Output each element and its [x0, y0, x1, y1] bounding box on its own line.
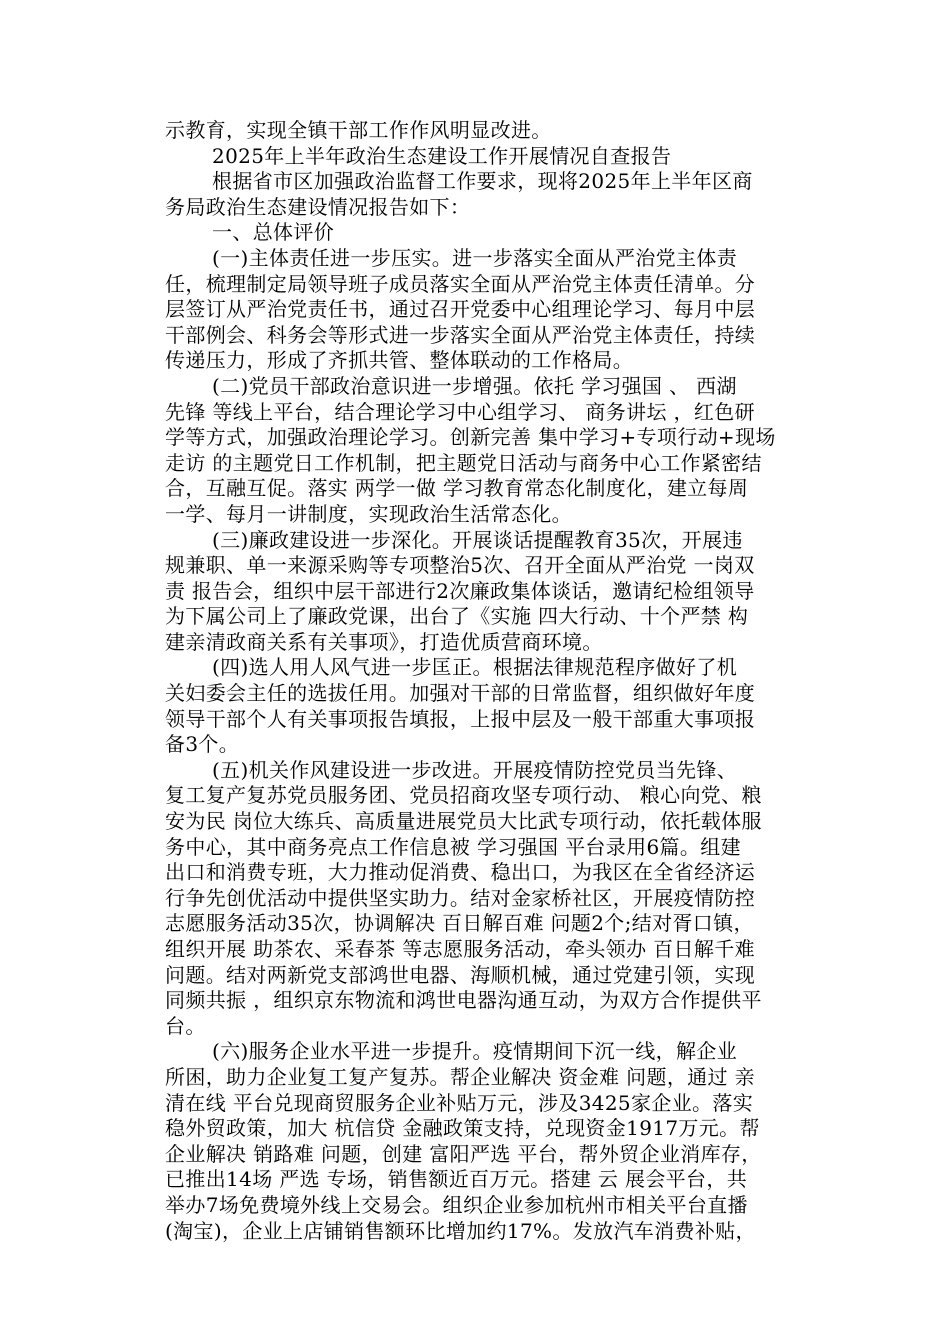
text-line: 规兼职、单一来源采购等专项整治5次、召开全面从严治党 一岗双 [165, 553, 755, 578]
text-line: 所困，助力企业复工复产复苏。帮企业解决 资金难 问题，通过 亲 [165, 1064, 755, 1089]
text-line: 干部例会、科务会等形式进一步落实全面从严治党主体责任，持续 [165, 322, 756, 347]
text-line: 为下属公司上了廉政党课，出台了《实施 四大行动、十个严禁 构 [165, 604, 749, 629]
text-line: 台。 [165, 1013, 206, 1038]
text-line: 务中心，其中商务亮点工作信息被 学习强国 平台录用6篇。组建 [165, 834, 741, 859]
text-line: 清在线 平台兑现商贸服务企业补贴万元，涉及3425家企业。落实 [165, 1090, 754, 1115]
text-line: 行争先创优活动中提供坚实助力。结对金家桥社区，开展疫情防控 [165, 885, 756, 910]
text-line: 问题。结对两新党支部鸿世电器、海顺机械，通过党建引领，实现 [165, 962, 756, 987]
text-line: 责 报告会，组织中层干部进行2次廉政集体谈话，邀请纪检组领导 [165, 578, 755, 603]
text-line: (六)服务企业水平进一步提升。疫情期间下沉一线，解企业 [212, 1039, 738, 1064]
text-line: 务局政治生态建设情况报告如下： [165, 194, 471, 219]
document-body [165, 118, 825, 1244]
text-line: 一学、每月一讲制度，实现政治生活常态化。 [165, 501, 572, 526]
text-line: 企业解决 销路难 问题，创建 富阳严选 平台，帮外贸企业消库存， [165, 1141, 762, 1166]
text-line: 根据省市区加强政治监督工作要求，现将2025年上半年区商 [212, 169, 753, 194]
text-line: (淘宝)，企业上店铺销售额环比增加约17%。发放汽车消费补贴， [165, 1218, 756, 1243]
text-line: (五)机关作风建设进一步改进。开展疫情防控党员当先锋、 [212, 757, 738, 782]
text-line: 先锋 等线上平台，结合理论学习中心组学习、 商务讲坛 ，红色研 [165, 399, 755, 424]
text-line: (三)廉政建设进一步深化。开展谈话提醒教育35次，开展违 [212, 527, 743, 552]
text-line: (一)主体责任进一步压实。进一步落实全面从严治党主体责 [212, 245, 738, 270]
text-line: 举办7场免费境外线上交易会。组织企业参加杭州市相关平台直播 [165, 1192, 748, 1217]
text-line: 备3个。 [165, 732, 240, 757]
text-line: 志愿服务活动35次，协调解决 百日解百难 问题2个;结对胥口镇， [165, 911, 754, 936]
text-line: 传递压力，形成了齐抓共管、整体联动的工作格局。 [165, 348, 634, 373]
text-line: 学等方式，加强政治理论学习。创新完善 集中学习+专项行动+现场 [165, 425, 776, 450]
text-line: 复工复产复苏党员服务团、党员招商攻坚专项行动、 粮心向党、粮 [165, 783, 762, 808]
text-line: 示教育，实现全镇干部工作作风明显改进。 [165, 118, 552, 142]
text-line: 安为民 岗位大练兵、高质量进展党员大比武专项行动，依托载体服 [165, 809, 762, 834]
text-line: (二)党员干部政治意识进一步增强。依托 学习强国 、 西湖 [212, 373, 737, 398]
text-line: 关妇委会主任的选拔任用。加强对干部的日常监督，组织做好年度 [165, 681, 756, 706]
text-line: 组织开展 助茶农、采春茶 等志愿服务活动，牵头领办 百日解千难 [165, 937, 755, 961]
text-line: 一、总体评价 [212, 220, 335, 245]
text-line: 同频共振 ，组织京东物流和鸿世电器沟通互动，为双方合作提供平 [165, 988, 762, 1013]
text-line: 层签订从严治党责任书，通过召开党委中心组理论学习、每月中层 [165, 297, 756, 322]
text-line: 建亲清政商关系有关事项》，打造优质营商环境。 [165, 629, 603, 654]
text-line: 已推出14场 严选 专场，销售额近百万元。搭建 云 展会平台，共 [165, 1167, 748, 1192]
text-line: 2025年上半年政治生态建设工作开展情况自查报告 [212, 143, 672, 168]
text-line: 出口和消费专班，大力推动促消费、稳出口，为我区在全省经济运 [165, 860, 756, 885]
text-line: 稳外贸政策，加大 杭信贷 金融政策支持，兑现资金1917万元。帮 [165, 1116, 760, 1141]
text-line: (四)选人用人风气进一步匡正。根据法律规范程序做好了机 [212, 655, 738, 680]
text-line: 领导干部个人有关事项报告填报，上报中层及一般干部重大事项报 [165, 706, 756, 731]
text-line: 走访 的主题党日工作机制，把主题党日活动与商务中心工作紧密结 [165, 450, 762, 475]
text-line: 任，梳理制定局领导班子成员落实全面从严治党主体责任清单。分 [165, 271, 756, 296]
text-line: 合，互融互促。落实 两学一做 学习教育常态化制度化，建立每周 [165, 476, 749, 501]
